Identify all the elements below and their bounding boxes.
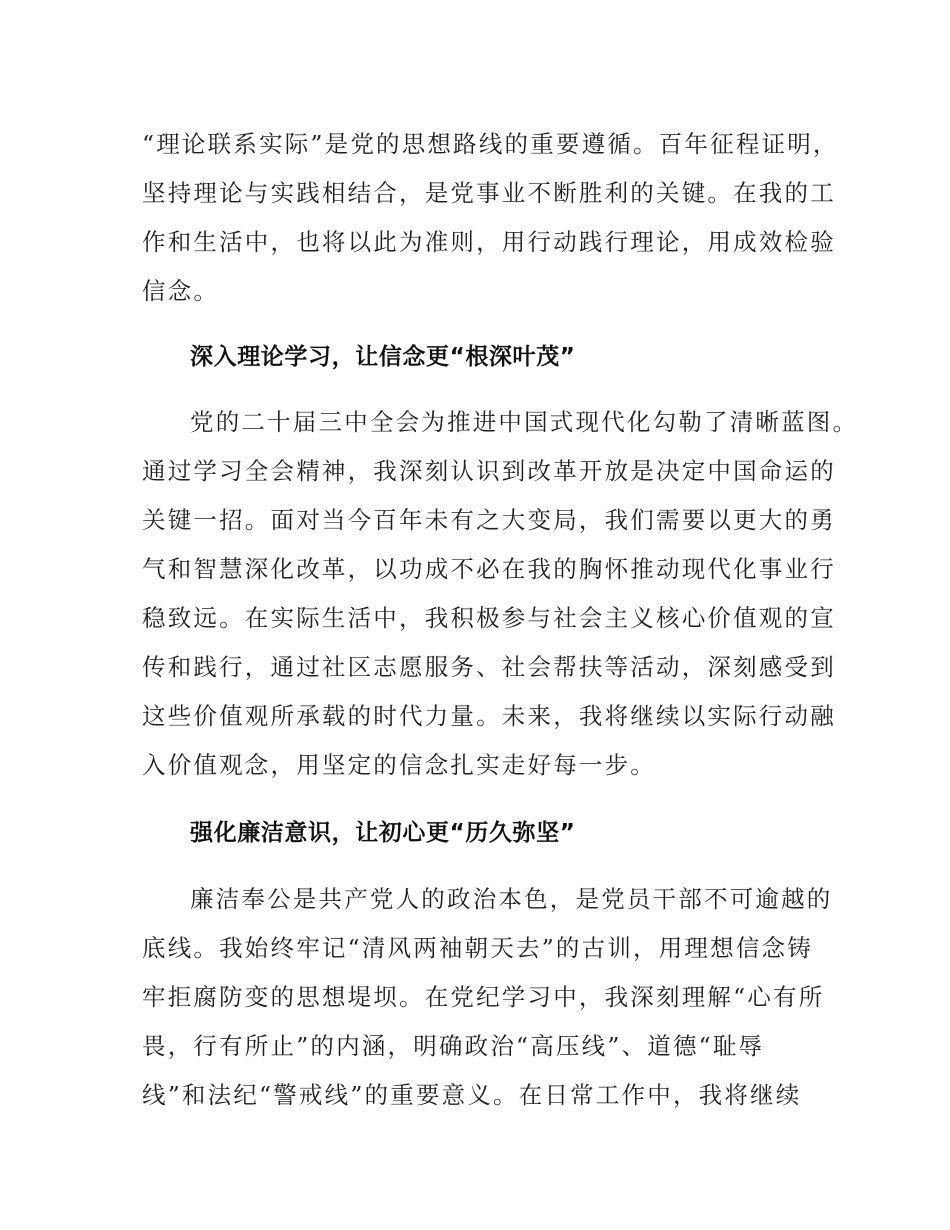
- paragraph-line: 传和践行，通过社区志愿服务、社会帮扶等活动，深刻感受到: [142, 653, 836, 681]
- intro-line: 信念。: [142, 277, 220, 305]
- paragraph-line: 入价值观念，用坚定的信念扎实走好每一步。: [142, 751, 656, 779]
- section-heading: 深入理论学习，让信念更“根深叶茂”: [190, 344, 576, 370]
- paragraph-line: 关键一招。面对当今百年未有之大变局，我们需要以更大的勇: [142, 506, 836, 534]
- paragraph-line: 畏，行有所止”的内涵，明确政治“高压线”、道德“耻辱: [142, 1032, 765, 1060]
- intro-line: 坚持理论与实践相结合，是党事业不断胜利的关键。在我的工: [142, 179, 836, 207]
- paragraph-line: 稳致远。在实际生活中，我积极参与社会主义核心价值观的宣: [142, 604, 836, 632]
- paragraph-line: 这些价值观所承载的时代力量。未来，我将继续以实际行动融: [142, 702, 836, 730]
- paragraph-line: 牢拒腐防变的思想堤坝。在党纪学习中，我深刻理解“心有所: [142, 983, 825, 1011]
- paragraph-line: 气和智慧深化改革，以功成不必在我的胸怀推动现代化事业行: [142, 555, 836, 583]
- section-heading: 强化廉洁意识，让初心更“历久弥坚”: [190, 820, 576, 846]
- paragraph-line: 底线。我始终牢记“清风两袖朝天去”的古训，用理想信念铸: [142, 934, 813, 962]
- paragraph-line: 通过学习全会精神，我深刻认识到改革开放是决定中国命运的: [142, 457, 836, 485]
- paragraph-line: 线”和法纪“警戒线”的重要意义。在日常工作中，我将继续: [142, 1081, 802, 1109]
- paragraph-line: 党的二十届三中全会为推进中国式现代化勾勒了清晰蓝图。: [190, 408, 859, 436]
- intro-line: “理论联系实际”是党的思想路线的重要遵循。百年征程证明，: [142, 130, 839, 158]
- intro-line: 作和生活中，也将以此为准则，用行动践行理论，用成效检验: [142, 228, 836, 256]
- paragraph-line: 廉洁奉公是共产党人的政治本色，是党员干部不可逾越的: [190, 885, 833, 913]
